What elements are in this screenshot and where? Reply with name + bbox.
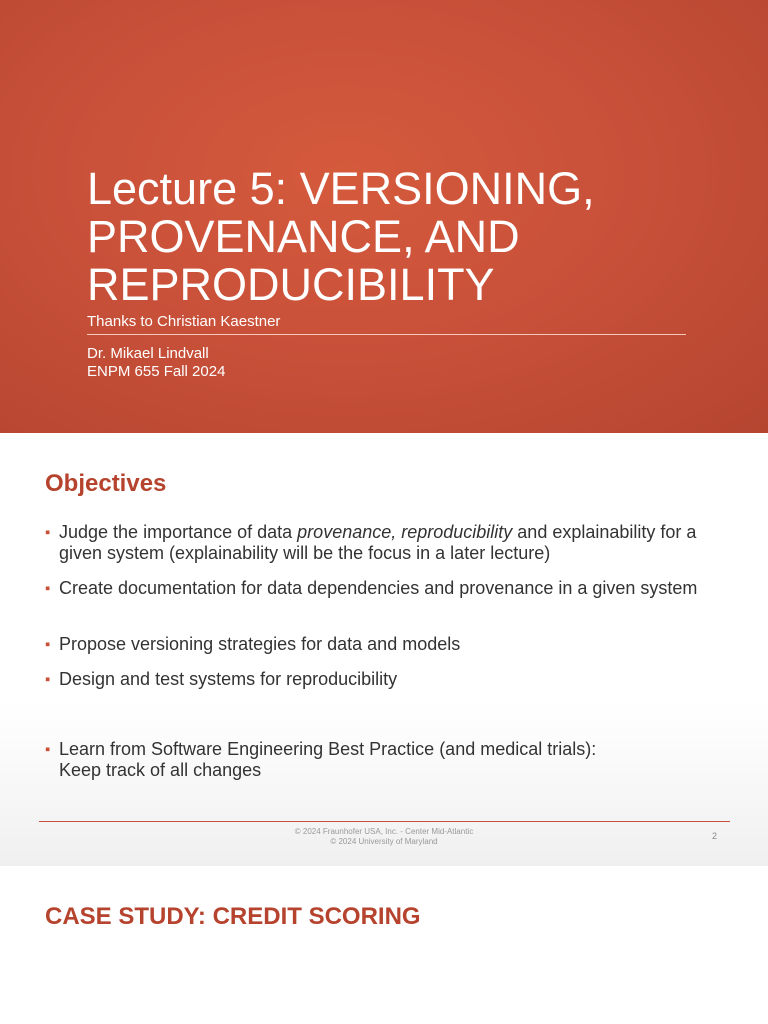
objective-bullet — [45, 522, 735, 564]
objective-bullet — [45, 669, 735, 690]
emphasized-text: provenance, reproducibility — [297, 522, 513, 542]
objective-bullet — [45, 578, 735, 599]
title-slide — [0, 0, 768, 433]
lecture-title: Lecture 5: VERSIONING, PROVENANCE, AND REPRODUCIBILITY — [87, 163, 595, 310]
bullet-text: Propose versioning strategies for data and models — [59, 634, 461, 654]
title-divider — [87, 334, 686, 335]
objectives-heading: Objectives — [45, 470, 167, 497]
copyright-notice: © 2024 Fraunhofer USA, Inc. - Center Mid-Atlantic © 2024 University of Maryland — [294, 827, 474, 846]
author-name: Dr. Mikael Lindvall — [87, 345, 209, 362]
objective-bullet — [45, 634, 735, 655]
objectives-slide — [0, 433, 768, 866]
bullet-marker: ▪ — [45, 636, 51, 653]
bullet-marker: ▪ — [45, 671, 51, 688]
case-study-heading: CASE STUDY: CREDIT SCORING — [45, 903, 421, 930]
bullet-marker: ▪ — [45, 580, 51, 597]
objective-bullet — [45, 739, 735, 781]
bullet-text: Learn from Software Engineering Best Practice (and medical trials): Keep track of all changes — [59, 739, 597, 780]
case-study-slide — [0, 866, 768, 1024]
author-block — [87, 345, 225, 381]
bullet-text: Design and test systems for reproducibility — [59, 669, 398, 689]
bullet-text: Judge the importance of data provenance, reproducibility and explainability for a given system (explainability will be the focus in a later lecture) — [59, 522, 697, 563]
course-label: ENPM 655 Fall 2024 — [87, 363, 226, 380]
bullet-marker: ▪ — [45, 741, 51, 758]
footer-divider — [39, 821, 730, 822]
bullet-text: Create documentation for data dependencies and provenance in a given system — [59, 578, 698, 598]
lecture-subtitle: Thanks to Christian Kaestner — [87, 313, 281, 330]
page-number: 2 — [712, 831, 718, 841]
bullet-marker: ▪ — [45, 524, 51, 541]
